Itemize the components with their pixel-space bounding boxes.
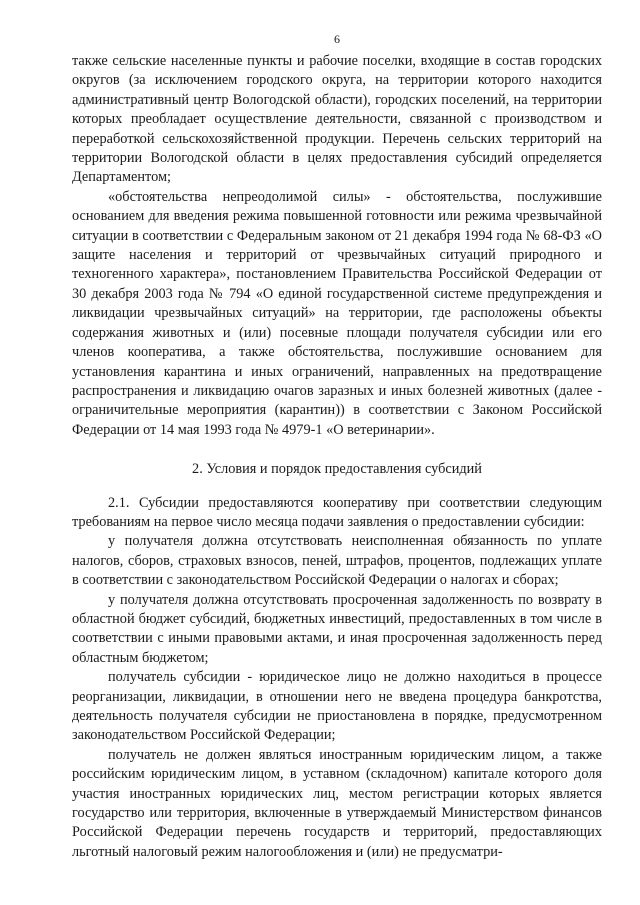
paragraph-tax-debt: у получателя должна отсутствовать неисполненная обязанность по уплате налогов, сборов, страховых взносов, пеней, штрафов, процентов, подлежащих уплате в соответствии с законодательством Российской Федерации о налогах и сборах; xyxy=(72,533,602,589)
paragraph-force-majeure: «обстоятельства непреодолимой силы» - обстоятельства, послужившие основанием для введения режима повышенной готовности или режима чрезвычайной ситуации в соответствии с Федеральным законом от 21 декабря 1994 года № 68-ФЗ «О защите населения и территорий от чрезвычайных ситуаций природного и техногенного характера», постановлением Правительства Российской Федерации от 30 декабря 2003 года № 794 «О единой государственной системе предупреждения и ликвидации чрезвычайных ситуаций» на территории, где расположены объекты содержания животных и (или) посевные площади получателя субсидии или его членов кооператива, а также обстоятельства, послужившие основанием для установления карантина и иных ограничений, направленных на предотвращение распространения и ликвидацию очагов заразных и иных болезней животных (далее - ограничительные мероприятия (карантин)) в соответствии с Законом Российской Федерации от 14 мая 1993 года № 4979-1 «О ветеринарии». xyxy=(72,188,602,438)
paragraph-reorganization: получатель субсидии - юридическое лицо не должно находиться в процессе реорганизации, ликвидации, в отношении него не введена процедура банкротства, деятельность получателя субсидии не приостановлена в порядке, предусмотренном законодательством Российской Федерации; xyxy=(72,669,602,744)
paragraph-overdue-debt: у получателя должна отсутствовать просроченная задолженность по возврату в областной бюджет субсидий, бюджетных инвестиций, предоставленных в том числе в соответствии с иными правовыми актами, и иная просроченная задолженность перед областным бюджетом; xyxy=(72,591,602,666)
paragraph-2-1: 2.1. Субсидии предоставляются кооперативу при соответствии следующим требованиям на первое число месяца подачи заявления о предоставлении субсидии: xyxy=(72,494,602,530)
page-number: 6 xyxy=(334,32,340,46)
paragraph-foreign-entity: получатель не должен являться иностранным юридическим лицом, а также российским юридическим лицом, в уставном (складочном) капитале которого доля участия иностранных юридических лиц, местом регистрации которых является государство или территория, включенные в утверждаемый Министерством финансов Российской Федерации перечень государств и территорий, предоставляющих льготный налоговый режим налогообложения и (или) не предусматри- xyxy=(72,746,602,860)
paragraph-rural-territories: также сельские населенные пункты и рабочие поселки, входящие в состав городских округов (за исключением городского округа, на территории которого находится административный центр Вологодской области), городских поселений, на территории которых преобладает осуществление деятельности, связанной с производством и переработкой сельскохозяйственной продукции. Перечень сельских территорий на территории Вологодской области в целях предоставления субсидий определяется Департаментом; xyxy=(72,53,602,186)
document-page xyxy=(72,32,602,862)
section-title: 2. Условия и порядок предоставления субсидий xyxy=(192,461,482,478)
